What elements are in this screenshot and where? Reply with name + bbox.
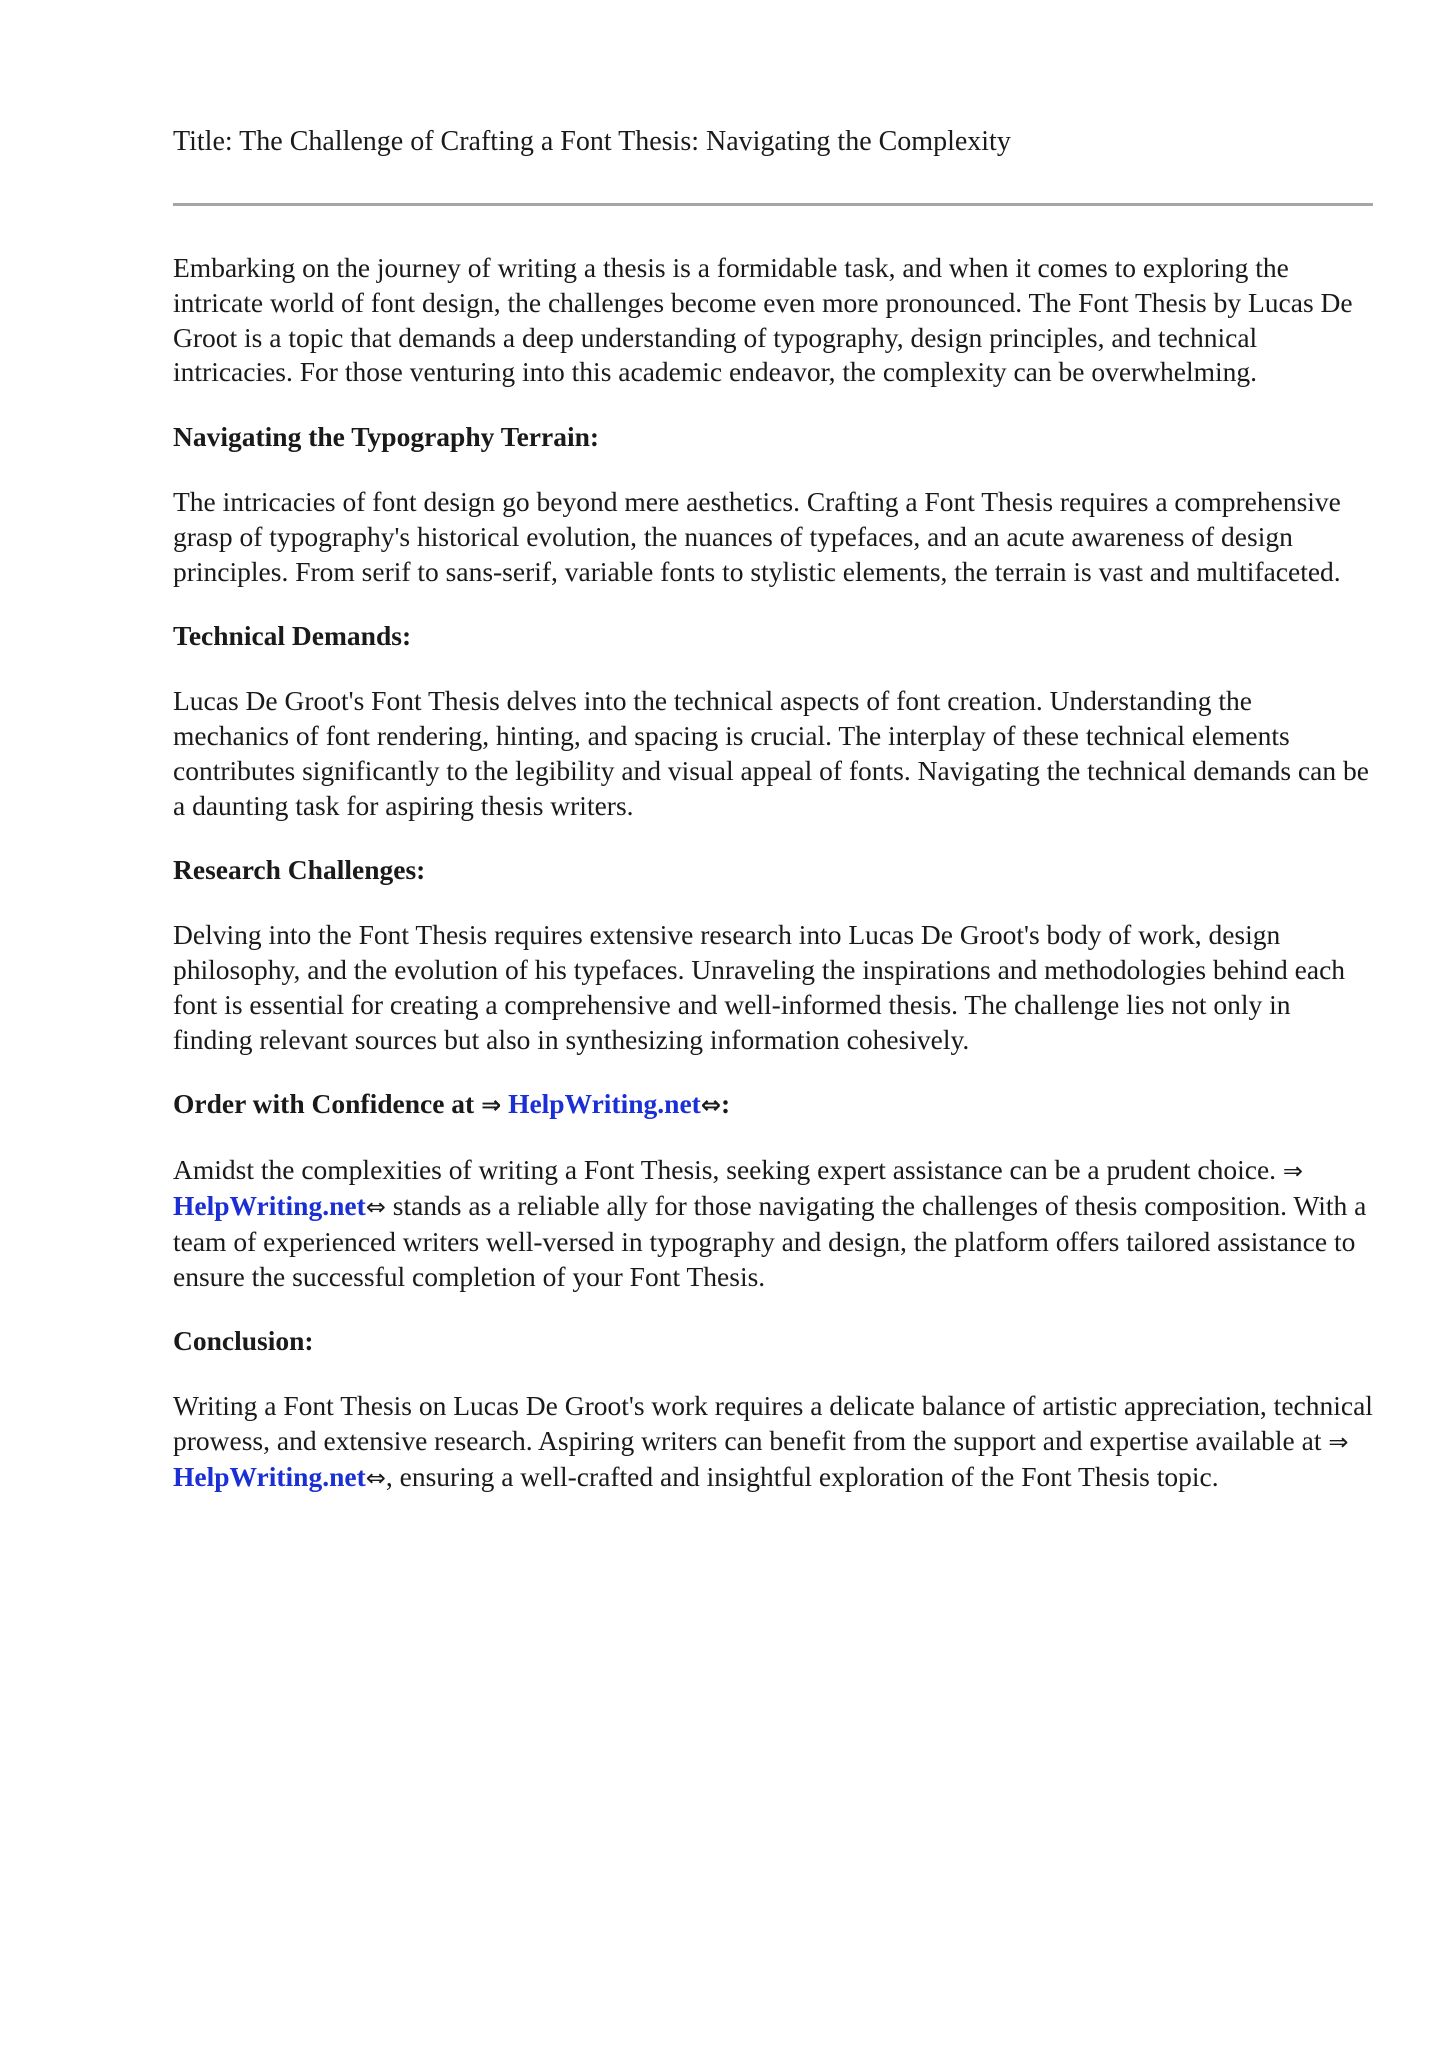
order-heading-suffix: : xyxy=(720,1088,731,1120)
double-arrow-icon: ⇔ xyxy=(365,1192,386,1221)
conclusion-body-text: Writing a Font Thesis on Lucas De Groot's work requires a delicate balance of artistic appreciation, technical prowess, and extensive research. Aspiring writers can benefit from the support and expertise available at xyxy=(173,1390,1373,1456)
right-arrow-icon: ⇒ xyxy=(1328,1427,1349,1456)
document-title: Title: The Challenge of Crafting a Font Thesis: Navigating the Complexity xyxy=(173,126,1011,157)
title-divider xyxy=(173,203,1373,206)
intro-paragraph: Embarking on the journey of writing a thesis is a formidable task, and when it comes to exploring the intricate world of font design, the challenges become even more pronounced. The Font Thesis by Lucas De Groot is a topic that demands a deep understanding of typography, design principles, and technical intricacies. For those venturing into this academic endeavor, the complexity can be overwhelming. xyxy=(173,252,1353,388)
section-body-order xyxy=(173,1153,1373,1294)
helpwriting-link[interactable]: HelpWriting.net xyxy=(173,1460,366,1492)
section-body-conclusion xyxy=(173,1389,1373,1495)
double-arrow-icon: ⇔ xyxy=(365,1463,386,1492)
section-body-typography: The intricacies of font design go beyond mere aesthetics. Crafting a Font Thesis requires a comprehensive grasp of typography's historical evolution, the nuances of typefaces, and an acute awareness of design principles. From serif to sans-serif, variable fonts to stylistic elements, the terrain is vast and multifaceted. xyxy=(173,485,1341,587)
helpwriting-link[interactable]: HelpWriting.net xyxy=(173,1189,366,1221)
section-heading-technical: Technical Demands: xyxy=(173,620,412,652)
section-body-research: Delving into the Font Thesis requires extensive research into Lucas De Groot's body of work, design philosophy, and the evolution of his typefaces. Unraveling the inspirations and methodologies behind each font is essential for creating a comprehensive and well-informed thesis. The challenge lies not only in finding relevant sources but also in synthesizing information cohesively. xyxy=(173,919,1346,1055)
helpwriting-link[interactable]: HelpWriting.net xyxy=(508,1088,701,1120)
section-heading-order xyxy=(173,1087,1373,1123)
section-heading-conclusion: Conclusion: xyxy=(173,1325,314,1357)
double-arrow-icon: ⇔ xyxy=(700,1091,721,1120)
section-heading-typography: Navigating the Typography Terrain: xyxy=(173,421,600,453)
order-heading-text: Order with Confidence at xyxy=(173,1088,482,1120)
document-page xyxy=(173,122,1373,1496)
order-body-suffix: stands as a reliable ally for those navigating the challenges of thesis composition. With a team of experienced writers well-versed in typography and design, the platform offers tailored assistance to ensure the successful completion of your Font Thesis. xyxy=(173,1189,1367,1292)
conclusion-body-suffix: , ensuring a well-crafted and insightful exploration of the Font Thesis topic. xyxy=(385,1460,1219,1492)
right-arrow-icon: ⇒ xyxy=(481,1091,502,1120)
right-arrow-icon: ⇒ xyxy=(1282,1157,1304,1186)
section-heading-research: Research Challenges: xyxy=(173,854,426,886)
section-body-technical: Lucas De Groot's Font Thesis delves into the technical aspects of font creation. Understanding the mechanics of font rendering, hinting, and spacing is crucial. The interplay of these technical elements contributes significantly to the legibility and visual appeal of fonts. Navigating the technical demands can be a daunting task for aspiring thesis writers. xyxy=(173,685,1369,821)
order-body-text: Amidst the complexities of writing a Font Thesis, seeking expert assistance can be a prudent choice. xyxy=(173,1154,1283,1186)
